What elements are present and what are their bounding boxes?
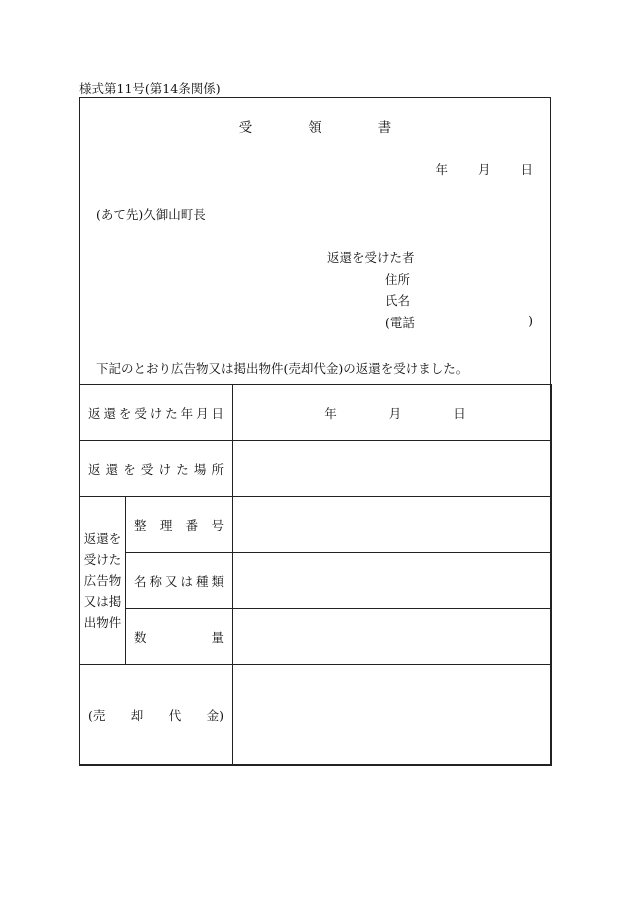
receipt-statement: 下記のとおり広告物又は掲出物件(売却代金)の返還を受けました。 [96, 361, 469, 376]
item-kind-label-cell [126, 553, 233, 609]
table-row [80, 609, 552, 665]
name-label: 氏名 [385, 293, 411, 308]
day-label: 日 [520, 162, 533, 177]
table-row [80, 385, 552, 441]
item-quantity-label: 数 量 [134, 629, 225, 645]
form-number-label: 様式第11号(第14条関係) [79, 81, 221, 96]
return-place-label-cell [80, 441, 233, 497]
return-place-label: 返 還 を 受 け た 場 所 [88, 461, 224, 477]
table-row [80, 441, 552, 497]
item-quantity-value-cell[interactable] [233, 609, 552, 665]
return-place-value-cell[interactable] [233, 441, 552, 497]
item-quantity-label-cell [126, 609, 233, 665]
return-date-value: 年 月 日 [324, 405, 466, 421]
item-number-label: 整 理 番 号 [134, 517, 224, 533]
month-label: 月 [477, 162, 491, 177]
table-row [80, 665, 552, 766]
return-date-label-cell [80, 385, 233, 441]
title-char: 受 [238, 120, 253, 136]
title-char: 領 [308, 120, 322, 136]
item-number-label-cell [126, 497, 233, 553]
returned-items-group-cell [80, 497, 126, 665]
table-row [80, 553, 552, 609]
item-number-value-cell[interactable] [233, 497, 552, 553]
title-char: 書 [377, 120, 392, 136]
table-row [80, 497, 552, 553]
item-kind-label: 名 称 又 は 種 類 [134, 573, 225, 589]
document-title [80, 116, 550, 136]
phone-close-paren: ) [528, 313, 533, 328]
proceeds-label: (売 却 代 金) [88, 708, 224, 723]
receipt-form [79, 97, 551, 765]
return-date-value-cell[interactable] [233, 385, 552, 441]
phone-label: (電話 [385, 315, 415, 330]
address-label: 住所 [385, 272, 411, 287]
addressee: (あて先)久御山町長 [96, 207, 206, 222]
item-kind-value-cell[interactable] [233, 553, 552, 609]
proceeds-value-cell[interactable] [233, 665, 552, 766]
issue-date [435, 160, 533, 178]
return-date-label: 返 還 を 受 け た 年 月 日 [88, 405, 225, 421]
returned-items-group-label: 返還を 受けた 広告物 又は掲 出物件 [83, 531, 122, 630]
details-table [79, 384, 552, 766]
year-label: 年 [435, 162, 448, 177]
recipient-heading: 返還を受けた者 [327, 250, 415, 265]
proceeds-label-cell [80, 665, 233, 766]
